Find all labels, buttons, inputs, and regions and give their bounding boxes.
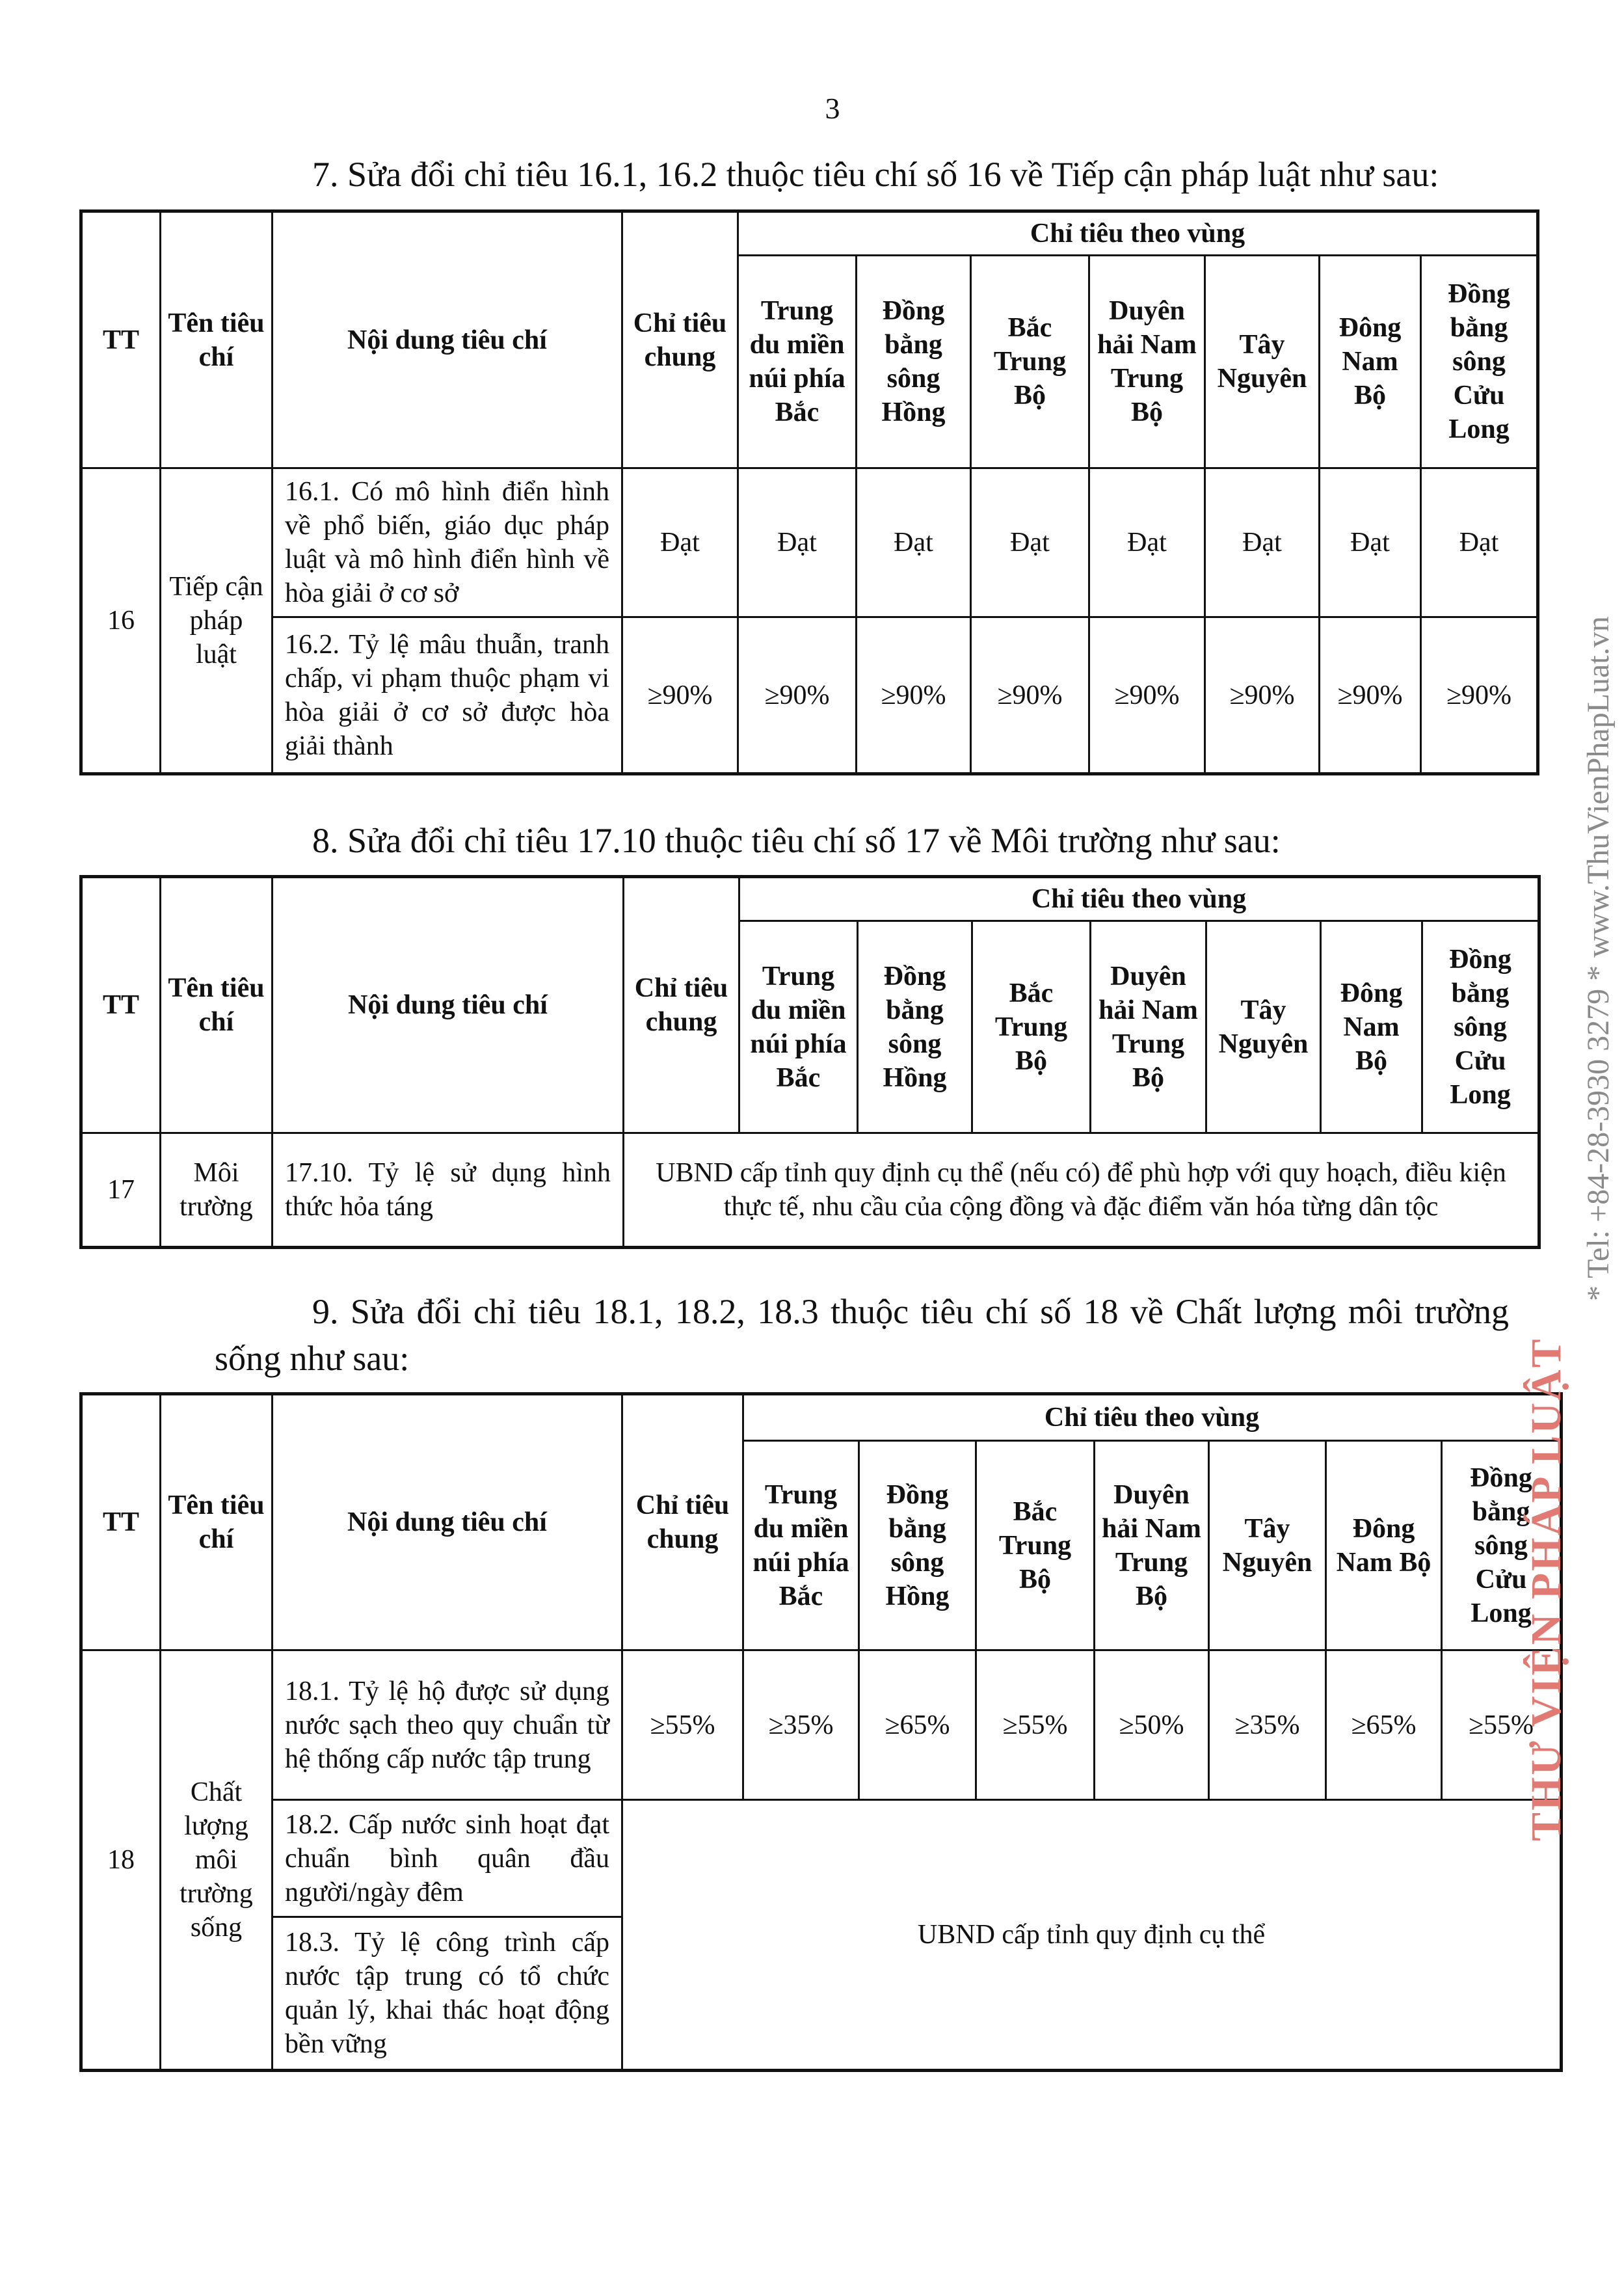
region-value: ≥90% [1089, 617, 1205, 774]
header-chi-tieu-theo-vung: Chỉ tiêu theo vùng [738, 211, 1538, 256]
indicator-content: 16.2. Tỷ lệ mâu thuẫn, tranh chấp, vi phạm thuộc phạm vi hòa giải ở cơ sở được hòa giải thành [273, 617, 622, 774]
header-noi-dung: Nội dung tiêu chí [273, 211, 622, 468]
region-value: ≥65% [859, 1650, 976, 1800]
region-value: Đạt [971, 468, 1089, 617]
criterion-name: Môi trường [161, 1133, 273, 1248]
header-region: Tây Nguyên [1205, 256, 1320, 468]
general-value: ≥90% [622, 617, 738, 774]
criterion-name: Tiếp cận pháp luật [161, 468, 273, 774]
header-ten-tieu-chi: Tên tiêu chí [161, 877, 273, 1133]
header-chi-tieu-theo-vung: Chỉ tiêu theo vùng [739, 877, 1539, 921]
section-8-heading: 8. Sửa đổi chỉ tiêu 17.10 thuộc tiêu chí số 17 về Môi trường như sau: [312, 821, 1281, 860]
region-value: ≥50% [1095, 1650, 1209, 1800]
header-region: Bắc Trung Bộ [971, 256, 1089, 468]
criterion-tt: 17 [81, 1133, 161, 1248]
region-value: ≥55% [976, 1650, 1095, 1800]
indicator-content: 18.1. Tỷ lệ hộ được sử dụng nước sạch theo quy chuẩn từ hệ thống cấp nước tập trung [273, 1650, 622, 1800]
merged-regulation-note: UBND cấp tỉnh quy định cụ thể [622, 1800, 1562, 2071]
region-value: Đạt [738, 468, 857, 617]
general-value: ≥55% [622, 1650, 743, 1800]
region-value: ≥90% [1320, 617, 1421, 774]
criterion-tt: 16 [81, 468, 161, 774]
table-criterion-18 [79, 1392, 1563, 2072]
region-value: ≥90% [738, 617, 857, 774]
header-tt: TT [81, 1394, 161, 1650]
region-value: ≥65% [1326, 1650, 1442, 1800]
header-chi-tieu-chung: Chỉ tiêu chung [622, 211, 738, 468]
table-criterion-16 [79, 209, 1539, 775]
merged-regulation-note: UBND cấp tỉnh quy định cụ thể (nếu có) để phù hợp với quy hoạch, điều kiện thực tế, nhu cầu của cộng đồng và đặc điểm văn hóa từng dân tộc [624, 1133, 1539, 1248]
header-region: Trung du miền núi phía Bắc [743, 1441, 859, 1650]
region-value: Đạt [857, 468, 971, 617]
criterion-tt: 18 [81, 1650, 161, 2071]
header-chi-tieu-chung: Chỉ tiêu chung [622, 1394, 743, 1650]
header-region: Tây Nguyên [1206, 921, 1321, 1133]
watermark-contact: * Tel: +84-28-3930 3279 * www.ThuVienPhapLuat.vn [1581, 616, 1616, 1301]
header-tt: TT [81, 211, 161, 468]
header-region: Đồng bằng sông Cửu Long [1421, 256, 1538, 468]
region-value: Đạt [1320, 468, 1421, 617]
header-region: Đồng bằng sông Hồng [859, 1441, 976, 1650]
header-region: Đồng bằng sông Cửu Long [1422, 921, 1539, 1133]
region-value: ≥90% [971, 617, 1089, 774]
header-tt: TT [81, 877, 161, 1133]
watermark-brand: THƯ VIỆN PHÁP LUẬT [1523, 1337, 1570, 1841]
region-value: Đạt [1205, 468, 1320, 617]
header-ten-tieu-chi: Tên tiêu chí [161, 211, 273, 468]
region-value: Đạt [1421, 468, 1538, 617]
header-region: Đông Nam Bộ [1320, 256, 1421, 468]
region-value: Đạt [1089, 468, 1205, 617]
header-ten-tieu-chi: Tên tiêu chí [161, 1394, 273, 1650]
header-region: Duyên hải Nam Trung Bộ [1095, 1441, 1209, 1650]
region-value: ≥90% [1421, 617, 1538, 774]
header-chi-tieu-theo-vung: Chỉ tiêu theo vùng [743, 1394, 1562, 1441]
indicator-content: 16.1. Có mô hình điển hình về phổ biến, giáo dục pháp luật và mô hình điển hình về hòa giải ở cơ sở [273, 468, 622, 617]
region-value: ≥35% [743, 1650, 859, 1800]
header-region: Bắc Trung Bộ [976, 1441, 1095, 1650]
header-region: Đồng bằng sông Hồng [857, 256, 971, 468]
region-value: ≥90% [857, 617, 971, 774]
region-value: ≥55% [1442, 1650, 1562, 1800]
header-noi-dung: Nội dung tiêu chí [273, 877, 624, 1133]
table-criterion-17 [79, 875, 1541, 1249]
criterion-name: Chất lượng môi trường sống [161, 1650, 273, 2071]
header-region: Đông Nam Bộ [1326, 1441, 1442, 1650]
header-chi-tieu-chung: Chỉ tiêu chung [624, 877, 739, 1133]
indicator-content: 18.3. Tỷ lệ công trình cấp nước tập trung có tổ chức quản lý, khai thác hoạt động bền vững [273, 1917, 622, 2071]
section-9-heading: 9. Sửa đổi chỉ tiêu 18.1, 18.2, 18.3 thuộc tiêu chí số 18 về Chất lượng môi trường sống như sau: [215, 1292, 1509, 1378]
header-region: Bắc Trung Bộ [972, 921, 1091, 1133]
general-value: Đạt [622, 468, 738, 617]
section-7-heading: 7. Sửa đổi chỉ tiêu 16.1, 16.2 thuộc tiêu chí số 16 về Tiếp cận pháp luật như sau: [312, 155, 1439, 194]
header-region: Trung du miền núi phía Bắc [738, 256, 857, 468]
indicator-content: 18.2. Cấp nước sinh hoạt đạt chuẩn bình quân đầu người/ngày đêm [273, 1800, 622, 1917]
page-number: 3 [825, 92, 840, 125]
header-region: Trung du miền núi phía Bắc [739, 921, 858, 1133]
indicator-content: 17.10. Tỷ lệ sử dụng hình thức hỏa táng [273, 1133, 624, 1248]
header-region: Đông Nam Bộ [1321, 921, 1422, 1133]
header-region: Đồng bằng sông Hồng [858, 921, 972, 1133]
region-value: ≥35% [1209, 1650, 1326, 1800]
header-noi-dung: Nội dung tiêu chí [273, 1394, 622, 1650]
header-region: Duyên hải Nam Trung Bộ [1091, 921, 1206, 1133]
header-region: Đồng bằng sông Cửu Long [1442, 1441, 1562, 1650]
header-region: Duyên hải Nam Trung Bộ [1089, 256, 1205, 468]
header-region: Tây Nguyên [1209, 1441, 1326, 1650]
region-value: ≥90% [1205, 617, 1320, 774]
